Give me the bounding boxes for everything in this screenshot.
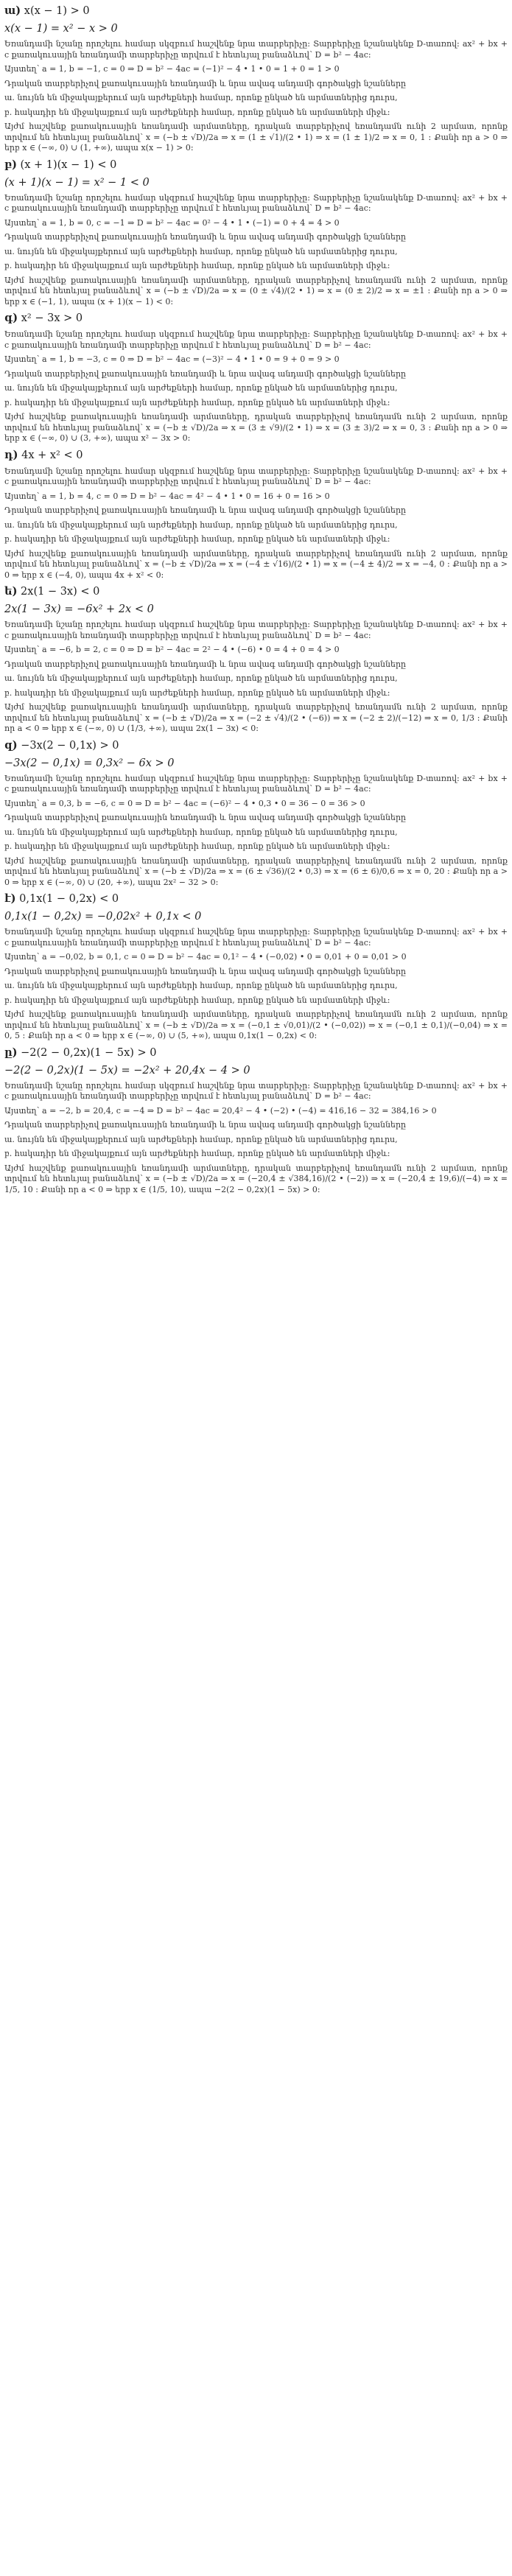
sign-rule-a: ա. նույնն են միջակայքերում այն արժեքների համար, որոնք ընկած են արմատներից դուրս,	[4, 981, 398, 990]
roots-and-answer: Այժմ հաշվենք քառակուսային եռանդամի արմատները, դրական տարբերիչով եռանդամն ունի 2 արմատ, որոնք տրվում են հետևյալ բանաձևով՝ x = (−b ± √D)/2a ⇒ x = (1 ± √1)/(2 • 1) ⇒ x = (1 ± 1)/2 ⇒ x = 0, 1 ։ Քանի որ a > 0 ⇒ երբ x ∈ (−∞, 0) ∪ (1, +∞), ապա x(x − 1) > 0։	[4, 122, 508, 153]
sign-rule-b: բ. հակադիր են միջակայքում այն արժեքների համար, որոնք ընկած են արմատների միջև։	[4, 995, 390, 1005]
discriminant-calc: Այստեղ՝ a = −0,02, b = 0,1, c = 0 ⇒ D = b² − 4ac = 0,1² − 4 • (−0,02) • 0 = 0,01 + 0 = 0,01 > 0	[4, 952, 407, 962]
sign-rule: Դրական տարբերիչով քառակուսային եռանդամի և նրա ավագ անդամի գործակցի նշանները	[4, 232, 407, 242]
sign-rule-b: բ. հակադիր են միջակայքում այն արժեքների համար, որոնք ընկած են արմատների միջև։	[4, 397, 390, 407]
expanded-expression: −2(2 − 0,2x)(1 − 5x) = −2x² + 20,4x − 4 > 0	[4, 1064, 250, 1077]
discriminant-calc: Այստեղ՝ a = 1, b = −1, c = 0 ⇒ D = b² − 4ac = (−1)² − 4 • 1 • 0 = 1 + 0 = 1 > 0	[4, 64, 340, 74]
section-heading	[4, 4, 508, 18]
section-letter: գ)	[4, 312, 18, 324]
section-problem: 2x(1 − 3x) < 0	[21, 586, 100, 598]
roots-and-answer: Այժմ հաշվենք քառակուսային եռանդամի արմատները, դրական տարբերիչով եռանդամն ունի 2 արմատ, որոնք տրվում են հետևյալ բանաձևով՝ x = (−b ± √D)/2a ⇒ x = (6 ± √36)/(2 • 0,3) ⇒ x = (6 ± 6)/0,6 ⇒ x = 0, 20 ։ Քանի որ a > 0 ⇒ երբ x ∈ (−∞, 0) ∪ (20, +∞), ապա 2x² − 32 > 0։	[4, 855, 508, 887]
expanded-expression: 0,1x(1 − 0,2x) = −0,02x² + 0,1x < 0	[4, 911, 202, 923]
section-heading	[4, 1046, 508, 1060]
section-problem: −2(2 − 0,2x)(1 − 5x) > 0	[21, 1046, 157, 1059]
sign-rule: Դրական տարբերիչով քառակուսային եռանդամի և նրա ավագ անդամի գործակցի նշանները	[4, 1120, 407, 1130]
discriminant-intro: Եռանդամի նշանը որոշելու համար սկզբում հաշվենք նրա տարբերիչը։ Տարբերիչը նշանակենք D-տառով։ ax² + bx + c քառակուսային եռանդամի տարբերիչը տրվում է հետևյալ բանաձևով՝ D = b² − 4ac։	[4, 773, 508, 794]
section-letter: է)	[4, 892, 16, 905]
roots-and-answer: Այժմ հաշվենք քառակուսային եռանդամի արմատները, դրական տարբերիչով եռանդամն ունի 2 արմատ, որոնք տրվում են հետևյալ բանաձևով՝ x = (−b ± √D)/2a ⇒ x = (−4 ± √16)/(2 • 1) ⇒ x = (−4 ± 4)/2 ⇒ x = −4, 0 ։ Քանի որ a > 0 ⇒ երբ x ∈ (−4, 0), ապա 4x + x² < 0։	[4, 548, 508, 580]
sign-rule: Դրական տարբերիչով քառակուսային եռանդամի և նրա ավագ անդամի գործակցի նշանները	[4, 78, 407, 88]
section-heading	[4, 892, 508, 906]
section-c	[4, 311, 508, 444]
section-h	[4, 1046, 508, 1196]
sign-rule-b: բ. հակադիր են միջակայքում այն արժեքների համար, որոնք ընկած են արմատների միջև։	[4, 841, 390, 851]
expanded-expression: 2x(1 − 3x) = −6x² + 2x < 0	[4, 603, 154, 615]
sign-rule-a: ա. նույնն են միջակայքերում այն արժեքների համար, որոնք ընկած են արմատներից դուրս,	[4, 519, 398, 530]
section-problem: 4x + x² < 0	[21, 449, 83, 461]
discriminant-calc: Այստեղ՝ a = 0,3, b = −6, c = 0 ⇒ D = b² − 4ac = (−6)² − 4 • 0,3 • 0 = 36 − 0 = 36 > 0	[4, 798, 365, 808]
section-problem: −3x(2 − 0,1x) > 0	[21, 739, 119, 752]
expanded-expression: x(x − 1) = x² − x > 0	[4, 23, 118, 35]
roots-and-answer: Այժմ հաշվենք քառակուսային եռանդամի արմատները, դրական տարբերիչով եռանդամն ունի 2 արմատ, որոնք տրվում են հետևյալ բանաձևով՝ x = (−b ± √D)/2a ⇒ x = (−20,4 ± √384,16)/(2 • (−2)) ⇒ x = (−20,4 ± 19,6)/(−4) ⇒ x = 1/5, 10 ։ Քանի որ a < 0 ⇒ երբ x ∈ (1/5, 10), ապա −2(2 − 0,2x)(1 − 5x) > 0։	[4, 1163, 508, 1194]
sign-rule-b: բ. հակադիր են միջակայքում այն արժեքների համար, որոնք ընկած են արմատների միջև։	[4, 1149, 390, 1158]
section-g	[4, 892, 508, 1042]
section-f	[4, 738, 508, 889]
section-a	[4, 4, 508, 154]
discriminant-intro: Եռանդամի նշանը որոշելու համար սկզբում հաշվենք նրա տարբերիչը։ Տարբերիչը նշանակենք D-տառով։ ax² + bx + c քառակուսային եռանդամի տարբերիչը տրվում է հետևյալ բանաձևով՝ D = b² − 4ac։	[4, 329, 508, 350]
roots-and-answer: Այժմ հաշվենք քառակուսային եռանդամի արմատները, դրական տարբերիչով եռանդամն ունի 2 արմատ, որոնք տրվում են հետևյալ բանաձևով՝ x = (−b ± √D)/2a ⇒ x = (−0,1 ± √0,01)/(2 • (−0,02)) ⇒ x = (−0,1 ± 0,1)/(−0,04) ⇒ x = 0, 5 ։ Քանի որ a < 0 ⇒ երբ x ∈ (−∞, 0) ∪ (5, +∞), ապա 0,1x(1 − 0,2x) < 0։	[4, 1009, 508, 1040]
section-letter: բ)	[4, 158, 17, 171]
section-b	[4, 158, 508, 308]
section-problem: x² − 3x > 0	[21, 312, 83, 324]
discriminant-calc: Այստեղ՝ a = 1, b = −3, c = 0 ⇒ D = b² − 4ac = (−3)² − 4 • 1 • 0 = 9 + 0 = 9 > 0	[4, 354, 340, 364]
section-heading	[4, 584, 508, 599]
expanded-expression: (x + 1)(x − 1) = x² − 1 < 0	[4, 176, 150, 189]
section-d	[4, 448, 508, 581]
discriminant-calc: Այստեղ՝ a = −2, b = 20,4, c = −4 ⇒ D = b² − 4ac = 20,4² − 4 • (−2) • (−4) = 416,16 − 32 = 384,16 > 0	[4, 1105, 437, 1116]
roots-and-answer: Այժմ հաշվենք քառակուսային եռանդամի արմատները, դրական տարբերիչով եռանդամն ունի 2 արմատ, որոնք տրվում են հետևյալ բանաձևով՝ x = (−b ± √D)/2a ⇒ x = (0 ± √4)/(2 • 1) ⇒ x = (0 ± 2)/2 ⇒ x = ±1 ։ Քանի որ a > 0 ⇒ երբ x ∈ (−1, 1), ապա (x + 1)(x − 1) < 0։	[4, 275, 508, 307]
section-heading	[4, 311, 508, 326]
discriminant-intro: Եռանդամի նշանը որոշելու համար սկզբում հաշվենք նրա տարբերիչը։ Տարբերիչը նշանակենք D-տառով։ ax² + bx + c քառակուսային եռանդամի տարբերիչը տրվում է հետևյալ բանաձևով՝ D = b² − 4ac։	[4, 1080, 508, 1101]
sign-rule-b: բ. հակադիր են միջակայքում այն արժեքների համար, որոնք ընկած են արմատների միջև։	[4, 107, 390, 117]
discriminant-calc: Այստեղ՝ a = 1, b = 0, c = −1 ⇒ D = b² − 4ac = 0² − 4 • 1 • (−1) = 0 + 4 = 4 > 0	[4, 217, 340, 228]
section-letter: ե)	[4, 585, 18, 598]
section-e	[4, 584, 508, 735]
discriminant-intro: Եռանդամի նշանը որոշելու համար սկզբում հաշվենք նրա տարբերիչը։ Տարբերիչը նշանակենք D-տառով։ ax² + bx + c քառակուսային եռանդամի տարբերիչը տրվում է հետևյալ բանաձևով՝ D = b² − 4ac։	[4, 620, 508, 640]
section-heading	[4, 738, 508, 753]
discriminant-intro: Եռանդամի նշանը որոշելու համար սկզբում հաշվենք նրա տարբերիչը։ Տարբերիչը նշանակենք D-տառով։ ax² + bx + c քառակուսային եռանդամի տարբերիչը տրվում է հետևյալ բանաձևով՝ D = b² − 4ac։	[4, 927, 508, 948]
sign-rule: Դրական տարբերիչով քառակուսային եռանդամի և նրա ավագ անդամի գործակցի նշանները	[4, 813, 407, 822]
roots-and-answer: Այժմ հաշվենք քառակուսային եռանդամի արմատները, դրական տարբերիչով եռանդամն ունի 2 արմատ, որոնք տրվում են հետևյալ բանաձևով՝ x = (−b ± √D)/2a ⇒ x = (−2 ± √4)/(2 • (−6)) ⇒ x = (−2 ± 2)/(−12) ⇒ x = 0, 1/3 ։ Քանի որ a < 0 ⇒ երբ x ∈ (−∞, 0) ∪ (1/3, +∞), ապա 2x(1 − 3x) < 0։	[4, 702, 508, 733]
section-problem: (x + 1)(x − 1) < 0	[20, 158, 117, 171]
sign-rule-b: բ. հակադիր են միջակայքում այն արժեքների համար, որոնք ընկած են արմատների միջև։	[4, 687, 390, 698]
roots-and-answer: Այժմ հաշվենք քառակուսային եռանդամի արմատները, դրական տարբերիչով եռանդամն ունի 2 արմատ, որոնք տրվում են հետևյալ բանաձևով՝ x = (−b ± √D)/2a ⇒ x = (3 ± √9)/(2 • 1) ⇒ x = (3 ± 3)/2 ⇒ x = 0, 3 ։ Քանի որ a > 0 ⇒ երբ x ∈ (−∞, 0) ∪ (3, +∞), ապա x² − 3x > 0։	[4, 412, 508, 443]
sign-rule-a: ա. նույնն են միջակայքերում այն արժեքների համար, որոնք ընկած են արմատներից դուրս,	[4, 383, 398, 393]
sign-rule-b: բ. հակադիր են միջակայքում այն արժեքների համար, որոնք ընկած են արմատների միջև։	[4, 261, 390, 270]
sign-rule: Դրական տարբերիչով քառակուսային եռանդամի և նրա ավագ անդամի գործակցի նշանները	[4, 505, 407, 515]
sign-rule: Դրական տարբերիչով քառակուսային եռանդամի և նրա ավագ անդամի գործակցի նշանները	[4, 368, 407, 379]
document	[0, 0, 512, 1199]
sign-rule-a: ա. նույնն են միջակայքերում այն արժեքների համար, որոնք ընկած են արմատներից դուրս,	[4, 827, 398, 837]
sign-rule-b: բ. հակադիր են միջակայքում այն արժեքների համար, որոնք ընկած են արմատների միջև։	[4, 534, 390, 544]
section-letter: ը)	[4, 1046, 18, 1059]
section-letter: դ)	[4, 448, 18, 461]
discriminant-calc: Այստեղ՝ a = 1, b = 4, c = 0 ⇒ D = b² − 4ac = 4² − 4 • 1 • 0 = 16 + 0 = 16 > 0	[4, 491, 330, 501]
sign-rule-a: ա. նույնն են միջակայքերում այն արժեքների համար, որոնք ընկած են արմատներից դուրս,	[4, 1134, 398, 1144]
sign-rule: Դրական տարբերիչով քառակուսային եռանդամի և նրա ավագ անդամի գործակցի նշանները	[4, 659, 407, 669]
discriminant-calc: Այստեղ՝ a = −6, b = 2, c = 0 ⇒ D = b² − 4ac = 2² − 4 • (−6) • 0 = 4 + 0 = 4 > 0	[4, 645, 340, 654]
discriminant-intro: Եռանդամի նշանը որոշելու համար սկզբում հաշվենք նրա տարբերիչը։ Տարբերիչը նշանակենք D-տառով։ ax² + bx + c քառակուսային եռանդամի տարբերիչը տրվում է հետևյալ բանաձևով՝ D = b² − 4ac։	[4, 466, 508, 486]
section-letter: զ)	[4, 738, 18, 752]
sign-rule-a: ա. նույնն են միջակայքերում այն արժեքների համար, որոնք ընկած են արմատներից դուրս,	[4, 246, 398, 256]
sign-rule-a: ա. նույնն են միջակայքերում այն արժեքների համար, որոնք ընկած են արմատներից դուրս,	[4, 673, 398, 683]
discriminant-intro: Եռանդամի նշանը որոշելու համար սկզբում հաշվենք նրա տարբերիչը։ Տարբերիչը նշանակենք D-տառով։ ax² + bx + c քառակուսային եռանդամի տարբերիչը տրվում է հետևյալ բանաձևով՝ D = b² − 4ac։	[4, 192, 508, 213]
section-heading	[4, 448, 508, 463]
sign-rule: Դրական տարբերիչով քառակուսային եռանդամի և նրա ավագ անդամի գործակցի նշանները	[4, 966, 407, 976]
expanded-expression: −3x(2 − 0,1x) = 0,3x² − 6x > 0	[4, 757, 175, 769]
section-problem: 0,1x(1 − 0,2x) < 0	[19, 893, 119, 905]
sign-rule-a: ա. նույնն են միջակայքերում այն արժեքների համար, որոնք ընկած են արմատներից դուրս,	[4, 93, 398, 102]
section-problem: x(x − 1) > 0	[24, 5, 90, 17]
discriminant-intro: Եռանդամի նշանը որոշելու համար սկզբում հաշվենք նրա տարբերիչը։ Տարբերիչը նշանակենք D-տառով։ ax² + bx + c քառակուսային եռանդամի տարբերիչը տրվում է հետևյալ բանաձևով՝ D = b² − 4ac։	[4, 39, 508, 60]
section-letter: ա)	[4, 4, 21, 17]
section-heading	[4, 158, 508, 172]
